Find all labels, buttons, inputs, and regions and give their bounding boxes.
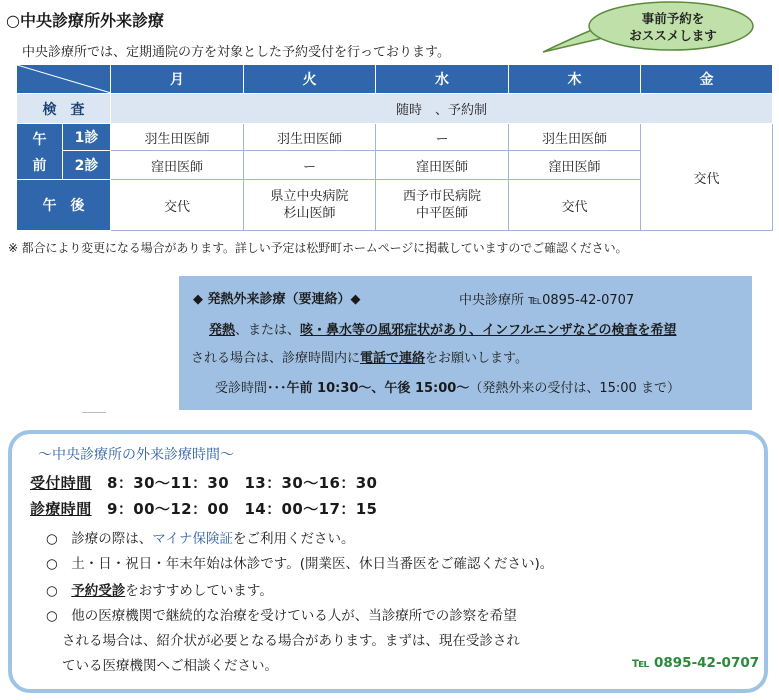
fever-title: ◆ 発熱外来診療（要連絡）◆: [193, 292, 361, 307]
day-header-thu: 木: [509, 65, 641, 94]
fever-phone-contact: 電話で連絡: [360, 351, 426, 366]
b3-c: をおすすめしています。: [125, 583, 273, 599]
morning-label-2: 前: [32, 157, 47, 174]
fever-line-4: [215, 377, 680, 396]
friday-value: 交代: [641, 124, 773, 231]
intro-text: 中央診療所では、定期通院の方を対象とした予約受付を行っております。: [22, 45, 450, 60]
day-header-mon: 月: [111, 65, 244, 94]
b1-a: ○ 診療の際は、: [46, 531, 153, 547]
fever-or: 、または、: [235, 323, 301, 338]
medical-hours: [30, 498, 377, 519]
bullet-insurance: [46, 527, 355, 547]
fever-clinic-box: [179, 276, 752, 410]
reception-label: 受付時間: [30, 474, 92, 492]
fever-l3-a: される場合は、診療時間内に: [191, 351, 361, 366]
afternoon-tue-doctor: 杉山医師: [283, 206, 336, 221]
afternoon-wed-hospital: 西予市民病院: [402, 189, 481, 204]
afternoon-tue: [244, 180, 376, 231]
reservation-keyword: 予約受診: [71, 583, 126, 599]
schedule-table: [16, 64, 773, 231]
afternoon-wed: [376, 180, 509, 231]
morning-label: [17, 124, 63, 180]
bullet-referral-1: ○ 他の医療機関で継続的な治療を受けている人が、当診療所での診察を希望: [46, 608, 517, 624]
morning-label-1: 午: [32, 131, 47, 148]
slot2-thu: 窪田医師: [509, 151, 641, 180]
reception-value: 8：30〜11：30 13：30〜16：30: [107, 474, 378, 492]
corner-diagonal: [17, 65, 111, 93]
bubble-line-2: おススメします: [629, 28, 717, 43]
fever-l4-a: 受診時間･･･: [215, 381, 287, 396]
hours-title: 〜中央診療所の外来診療時間〜: [38, 447, 234, 463]
slot1-thu: 羽生田医師: [509, 124, 641, 151]
bullet-referral-2: される場合は、紹介状が必要となる場合があります。まずは、現在受診され: [62, 633, 520, 649]
afternoon-thu: 交代: [509, 180, 641, 231]
b3-a: ○: [46, 583, 72, 599]
bubble-line-1: 事前予約を: [641, 11, 705, 26]
table-corner: [17, 65, 111, 94]
fever-keyword: 発熱: [209, 323, 236, 338]
schedule-note: ※ 都合により変更になる場合があります。詳しい予定は松野町ホームページに掲載していますのでご確認ください。: [8, 241, 628, 255]
divider: [82, 412, 106, 413]
day-header-fri: 金: [641, 65, 773, 94]
reservation-bubble: [535, 0, 757, 58]
fever-line-3: [191, 347, 528, 366]
slot1-wed: ー: [376, 124, 509, 151]
slot1-tue: 羽生田医師: [244, 124, 376, 151]
day-header-wed: 水: [376, 65, 509, 94]
day-header-tue: 火: [244, 65, 376, 94]
clinic-tel: ℡ 0895-42-0707: [632, 655, 760, 671]
fever-l3-c: をお願いします。: [425, 351, 528, 366]
afternoon-label: 午 後: [17, 180, 111, 231]
bullet-holidays: ○ 土・日・祝日・年末年始は休診です。(開業医、休日当番医をご確認ください)。: [46, 556, 554, 572]
exam-value: 随時 、予約制: [111, 94, 773, 124]
slot1-label: 1診: [63, 124, 111, 151]
fever-symptoms: 咳・鼻水等の風邪症状があり、インフルエンザなどの検査を希望: [300, 323, 677, 338]
fever-l4-c: （発熱外来の受付は、15:00 まで）: [469, 381, 680, 396]
fever-times: 午前 10:30〜、午後 15:00〜: [286, 381, 470, 396]
slot2-tue: ー: [244, 151, 376, 180]
fever-line-2: [209, 319, 677, 338]
page-title: ○中央診療所外来診療: [6, 11, 164, 30]
slot2-mon: 窪田医師: [111, 151, 244, 180]
mynumber-card: マイナ保険証: [152, 531, 234, 547]
afternoon-mon: 交代: [111, 180, 244, 231]
slot2-label: 2診: [63, 151, 111, 180]
b1-c: をご利用ください。: [233, 531, 355, 547]
reception-hours: [30, 472, 377, 493]
clinic-hours-box: [8, 430, 768, 693]
bullet-referral-3: ている医療機関へご相談ください。: [62, 658, 278, 674]
medical-label: 診療時間: [30, 500, 92, 518]
exam-label: 検 査: [17, 94, 111, 124]
slot2-wed: 窪田医師: [376, 151, 509, 180]
bullet-reservation: [46, 579, 273, 599]
afternoon-tue-hospital: 県立中央病院: [270, 189, 349, 204]
slot1-mon: 羽生田医師: [111, 124, 244, 151]
afternoon-wed-doctor: 中平医師: [415, 206, 468, 221]
medical-value: 9：00〜12：00 14：00〜17：15: [107, 500, 378, 518]
fever-tel: 中央診療所 ℡0895-42-0707: [459, 293, 635, 308]
